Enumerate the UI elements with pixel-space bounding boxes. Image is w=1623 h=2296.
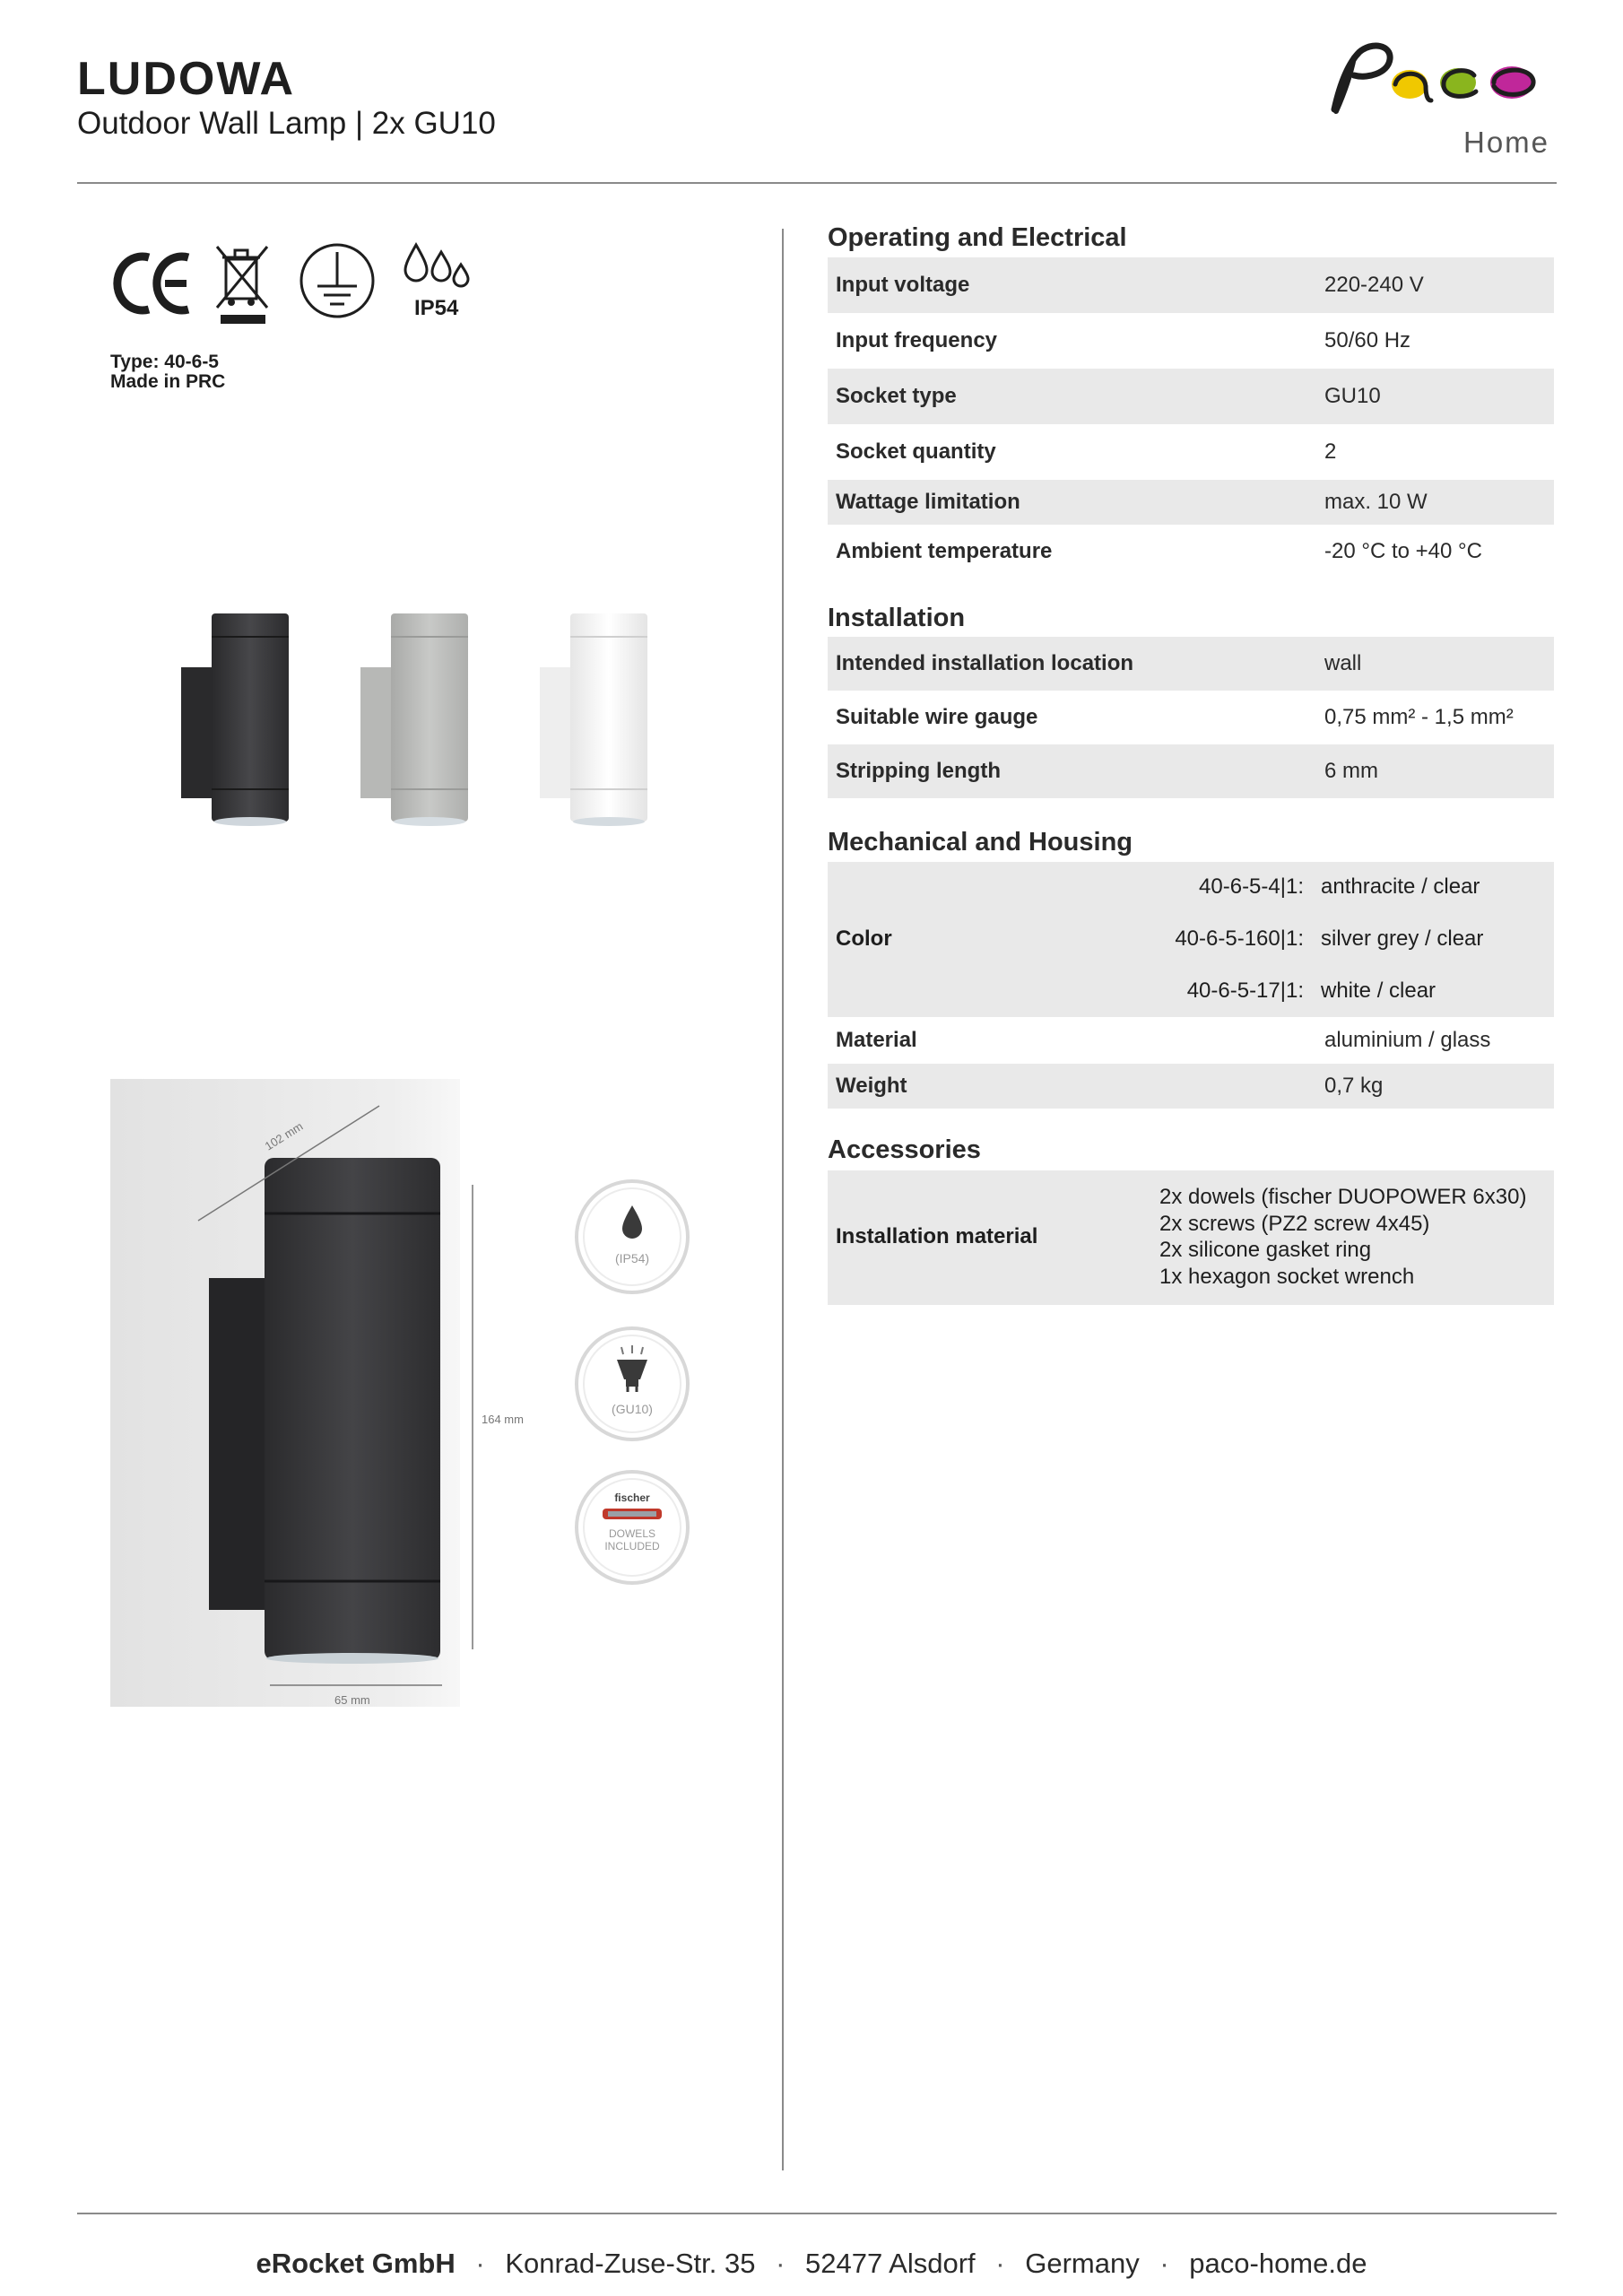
spec-key: Intended installation location — [828, 637, 1316, 691]
spec-value: 0,7 kg — [1316, 1064, 1554, 1109]
spec-row — [828, 1064, 1554, 1109]
ip-rating-label: IP54 — [414, 296, 459, 320]
dimension-drawing — [110, 1079, 524, 1707]
spec-key: Input frequency — [836, 328, 998, 352]
dowels-feature-badge — [572, 1467, 692, 1587]
spec-row — [828, 637, 1554, 691]
page-title: LUDOWA — [77, 53, 296, 105]
spec-value: 0,75 mm² - 1,5 mm² — [1324, 705, 1514, 729]
accessory-item: 2x dowels (fischer DUOPOWER 6x30) — [1159, 1185, 1527, 1209]
spec-row — [828, 257, 1554, 313]
column-divider — [782, 229, 784, 2170]
spec-key: Socket type — [828, 369, 1316, 424]
type-number: Type: 40-6-5 — [110, 352, 219, 372]
spec-value: max. 10 W — [1316, 480, 1554, 525]
accessories-section-title: Accessories — [828, 1135, 981, 1164]
footer-separator: · — [1159, 2248, 1169, 2279]
product-variants-image — [170, 601, 655, 834]
spec-row — [828, 480, 1554, 525]
installation-section-title: Installation — [828, 604, 966, 632]
ip54-feature-badge — [572, 1177, 692, 1297]
gu10-feature-badge — [572, 1324, 692, 1444]
header-divider — [77, 182, 1557, 184]
spec-value: wall — [1316, 637, 1554, 691]
dowels-label: DOWELS — [608, 1527, 656, 1540]
weee-bin-icon — [217, 247, 267, 324]
spec-key: Input voltage — [828, 257, 1316, 313]
operating-table — [828, 257, 1554, 578]
protection-class-earth-icon — [301, 245, 373, 317]
spec-key: Wattage limitation — [828, 480, 1316, 525]
spec-value: GU10 — [1316, 369, 1554, 424]
accessories-list — [1159, 1184, 1526, 1290]
gu10-feature-label: (GU10) — [612, 1402, 653, 1416]
certification-icons — [106, 238, 482, 336]
height-dimension: 164 mm — [482, 1413, 524, 1426]
ip54-drops-icon — [405, 245, 468, 286]
color-key: Color — [836, 926, 892, 951]
footer-separator: · — [475, 2248, 485, 2279]
color-value: anthracite / clear — [1321, 874, 1480, 899]
spec-key: Weight — [828, 1064, 1316, 1109]
spec-value: 50/60 Hz — [1324, 328, 1411, 352]
footer-country: Germany — [1025, 2248, 1140, 2279]
spec-row — [828, 1017, 1554, 1064]
spec-key: Socket quantity — [836, 439, 996, 464]
spec-row — [828, 744, 1554, 798]
spec-key: Stripping length — [828, 744, 1316, 798]
type-info — [110, 352, 225, 392]
silver-grey-lamp — [360, 613, 468, 826]
ip54-feature-label: (IP54) — [614, 1251, 650, 1265]
spec-value: -20 °C to +40 °C — [1324, 539, 1482, 563]
footer-website[interactable]: paco-home.de — [1189, 2248, 1367, 2279]
color-value: silver grey / clear — [1321, 926, 1484, 951]
footer-address — [0, 2248, 1623, 2280]
accessory-item: 2x screws (PZ2 screw 4x45) — [1159, 1211, 1430, 1236]
operating-section-title: Operating and Electrical — [828, 223, 1127, 252]
included-label: INCLUDED — [604, 1540, 660, 1552]
logo-subtext: Home — [1463, 126, 1550, 159]
installation-table — [828, 637, 1554, 798]
spec-key: Ambient temperature — [836, 539, 1053, 563]
color-code: 40-6-5-17|1: — [1186, 978, 1304, 1003]
color-code: 40-6-5-160|1: — [1175, 926, 1304, 951]
spec-value: 6 mm — [1316, 744, 1554, 798]
footer-city: 52477 Alsdorf — [805, 2248, 976, 2279]
fischer-brand: fischer — [614, 1492, 650, 1504]
depth-dimension: 102 mm — [262, 1118, 306, 1153]
white-lamp — [540, 613, 647, 826]
accessory-item: 1x hexagon socket wrench — [1159, 1264, 1415, 1289]
spec-key: Material — [836, 1028, 917, 1052]
origin: Made in PRC — [110, 371, 226, 392]
accessories-key: Installation material — [836, 1224, 1038, 1248]
spec-value: aluminium / glass — [1324, 1028, 1491, 1052]
anthracite-lamp — [181, 613, 289, 826]
mechanical-section-title: Mechanical and Housing — [828, 828, 1133, 857]
color-code: 40-6-5-4|1: — [1199, 874, 1304, 899]
spec-row — [828, 313, 1554, 369]
footer-company: eRocket GmbH — [256, 2248, 456, 2279]
spec-key: Suitable wire gauge — [836, 705, 1038, 729]
color-value: white / clear — [1321, 978, 1436, 1003]
footer-street: Konrad-Zuse-Str. 35 — [505, 2248, 756, 2279]
accessory-item: 2x silicone gasket ring — [1159, 1238, 1372, 1262]
width-dimension: 65 mm — [334, 1693, 370, 1707]
spec-value: 2 — [1324, 439, 1337, 464]
dowel-icon — [603, 1509, 662, 1519]
page-subtitle: Outdoor Wall Lamp | 2x GU10 — [77, 106, 496, 141]
spec-row — [828, 369, 1554, 424]
spec-value: 220-240 V — [1316, 257, 1554, 313]
ce-mark-icon — [117, 257, 188, 310]
spec-row — [828, 525, 1554, 578]
footer-separator: · — [995, 2248, 1005, 2279]
spec-row — [828, 424, 1554, 480]
footer-separator: · — [776, 2248, 785, 2279]
mechanical-table — [828, 1017, 1554, 1109]
spec-row — [828, 691, 1554, 744]
footer-divider — [77, 2213, 1557, 2214]
